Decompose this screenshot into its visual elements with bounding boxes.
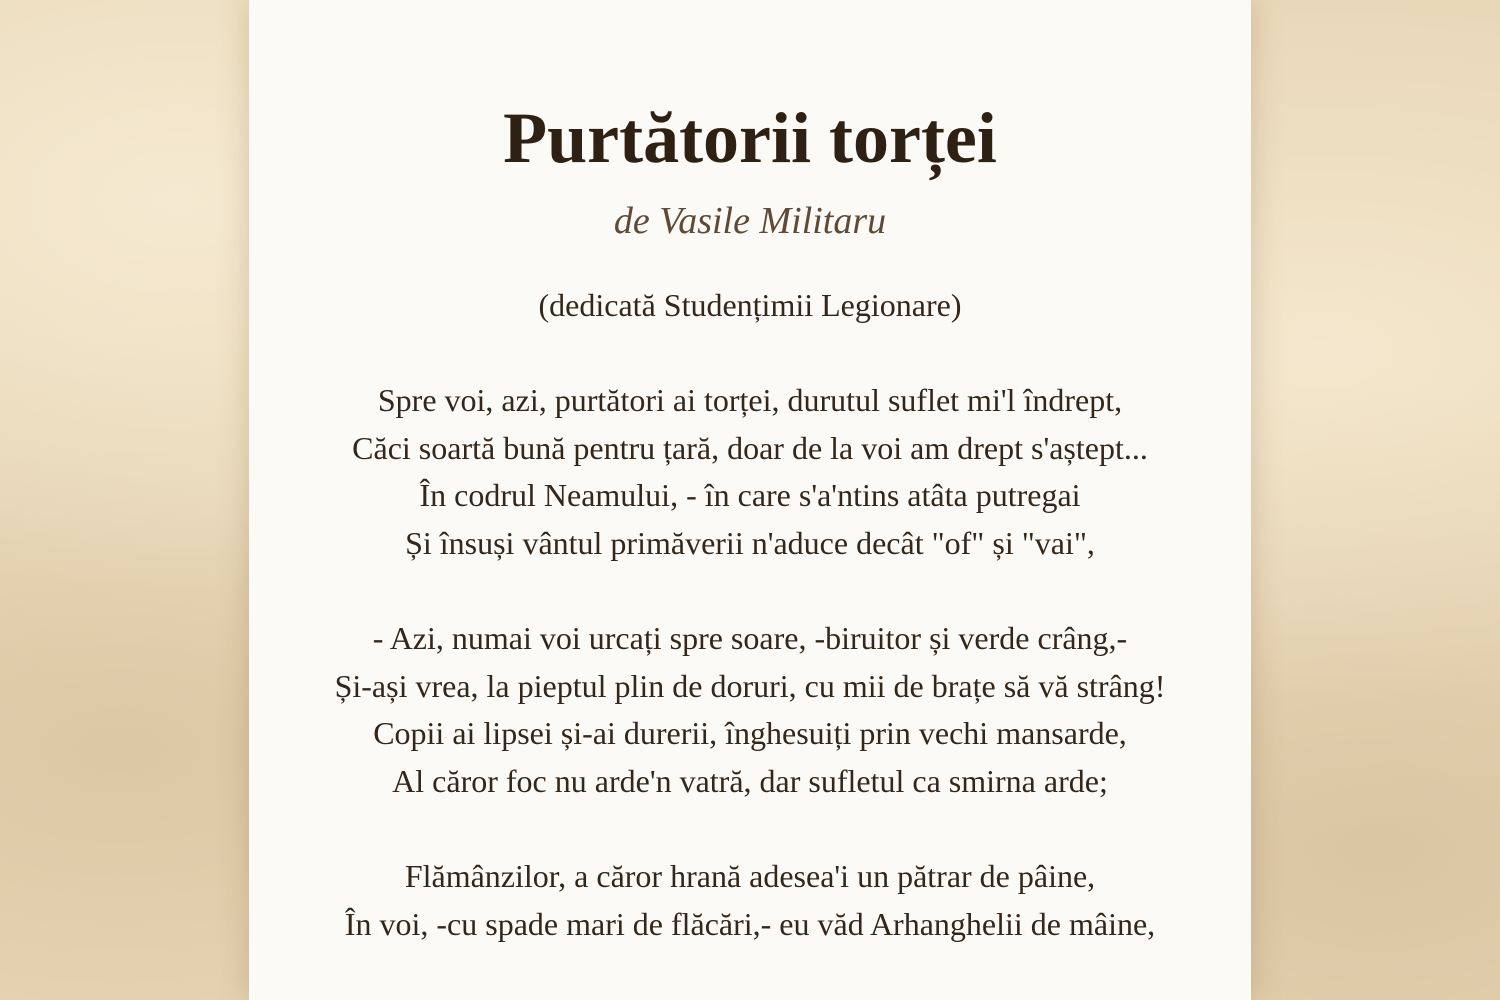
poem-line: Al căror foc nu arde'n vatră, dar sufletul ca smirna arde;	[392, 762, 1108, 799]
poem-line: - Azi, numai voi urcați spre soare, -biruitor și verde crâng,-	[372, 620, 1128, 657]
poem-line: Copii ai lipsei și-ai durerii, înghesuiți prin vechi mansarde,	[373, 715, 1127, 752]
poem-line: Spre voi, azi, purtători ai torței, durutul suflet mi'l îndrept,	[377, 382, 1123, 419]
poem-line: Și-ași vrea, la pieptul plin de doruri, cu mii de brațe să vă strâng!	[334, 667, 1166, 704]
poem-line: Flămânzilor, a căror hrană adesea'i un pătrar de pâine,	[404, 858, 1096, 895]
poem-line: Căci soartă bună pentru țară, doar de la voi am drept s'aștept...	[352, 429, 1148, 466]
poem-body	[249, 282, 1251, 948]
stanza-break	[249, 806, 1251, 854]
stanza-break	[249, 330, 1251, 378]
poem-title: Purtătorii torței	[503, 98, 997, 178]
poem-author: de Vasile Militaru	[613, 200, 887, 242]
poem-line: În voi, -cu spade mari de flăcări,- eu văd Arhanghelii de mâine,	[344, 905, 1156, 942]
poem-page	[249, 0, 1251, 1000]
poem-line: Și însuși vântul primăverii n'aduce decât "of" și "vai",	[405, 524, 1095, 561]
poem-dedication: (dedicată Studențimii Legionare)	[538, 287, 962, 323]
stanza-break	[249, 568, 1251, 616]
poem-line: În codrul Neamului, - în care s'a'ntins atâta putregai	[419, 477, 1081, 514]
